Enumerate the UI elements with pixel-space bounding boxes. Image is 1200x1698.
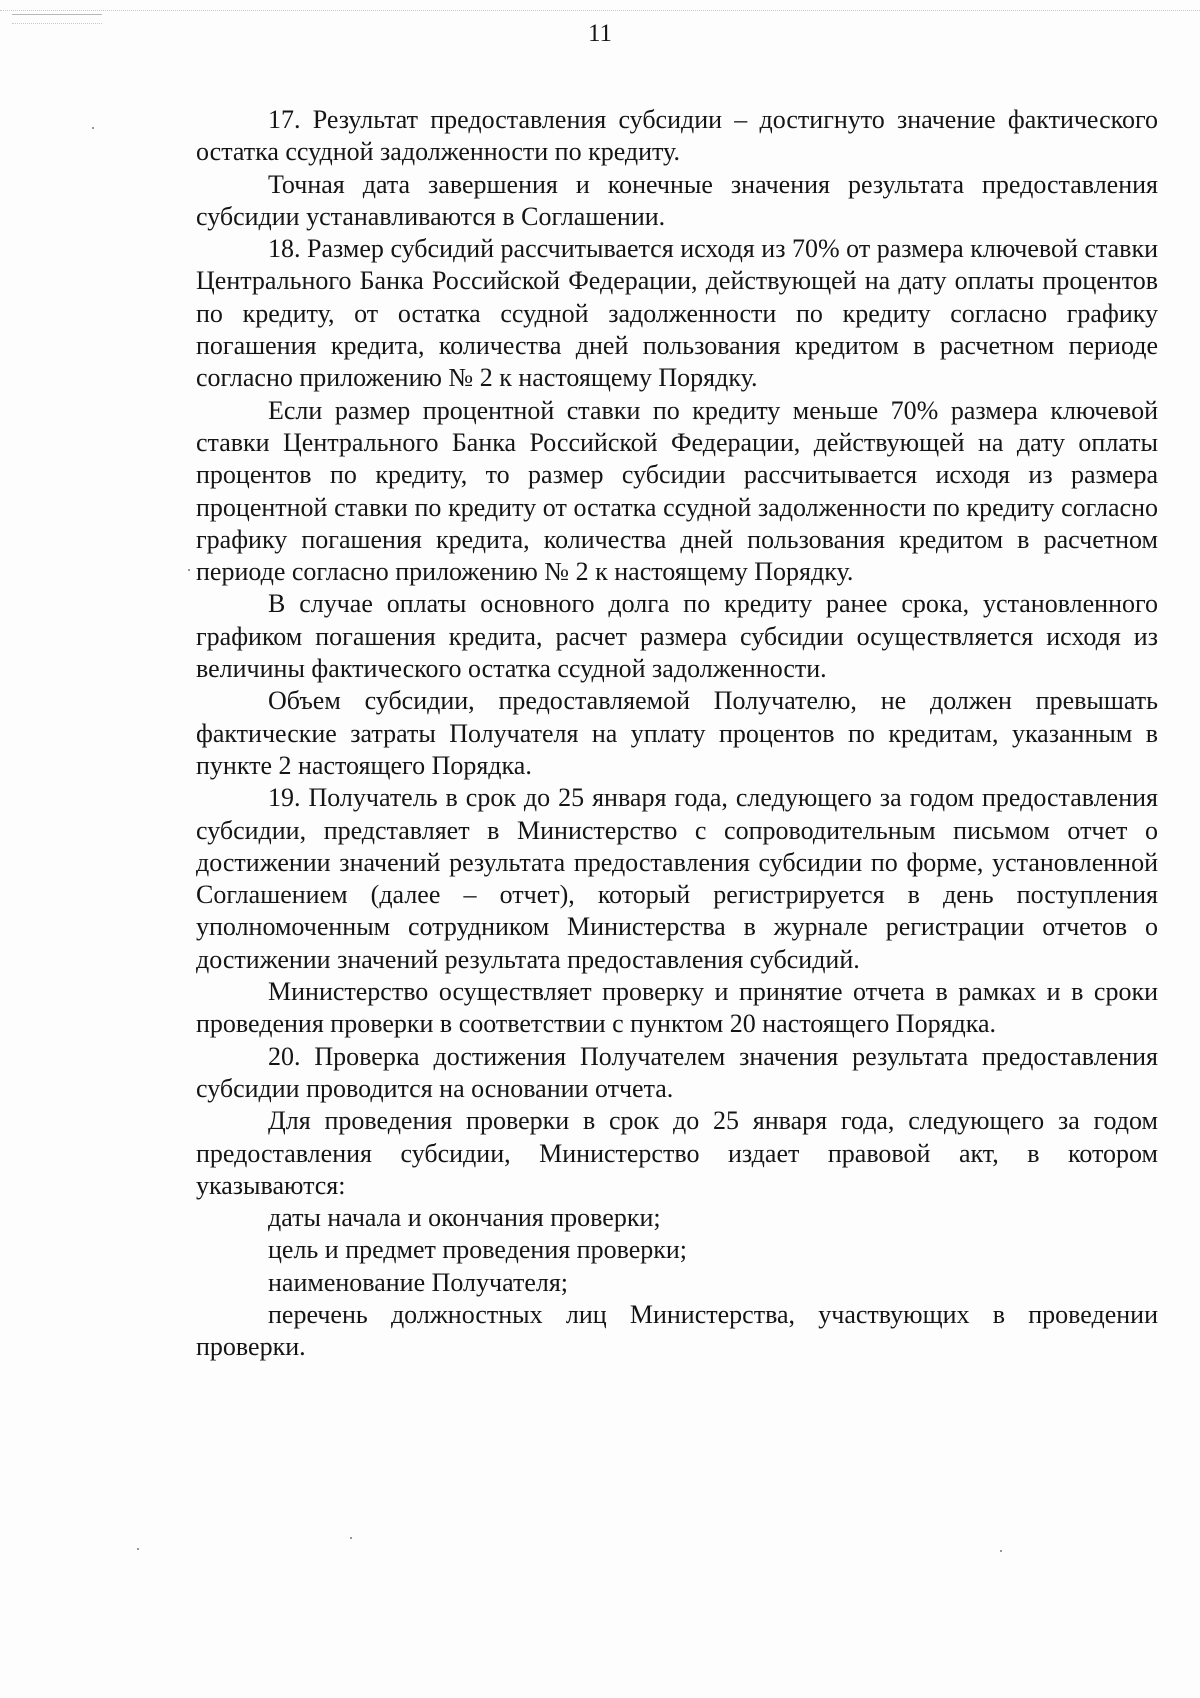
list-item-recipient-name: наименование Получателя; — [268, 1267, 569, 1297]
list-item-check-purpose: цель и предмет проведения проверки; — [268, 1235, 688, 1265]
list-item-check-dates: даты начала и окончания проверки; — [268, 1203, 661, 1233]
paragraph-19: 19. Получатель в срок до 25 января года, следующего за годом предоставления субсидии, представляет в Министерство с сопроводительным письмом отчет о достижении значений результата предоставления субсидии по форме, установленной Соглашением (далее – отчет), который регистрируется в день поступления уполномоченным сотрудником Министерства в журнале регистрации отчетов о достижении значений результата предоставления субсидий. — [196, 783, 1158, 974]
paragraph-18-early-repayment: В случае оплаты основного долга по кредиту ранее срока, установленного графиком погашения кредита, расчет размера субсидии осуществляется исходя из величины фактического остатка ссудной задолженности. — [196, 589, 1158, 684]
paragraph-18: 18. Размер субсидий рассчитывается исходя из 70% от размера ключевой ставки Центрального Банка Российской Федерации, действующей на дату оплаты процентов по кредиту, от остатка ссудной задолженности по кредиту согласно графику погашения кредита, количества дней пользования кредитом в расчетном периоде согласно приложению № 2 к настоящему Порядку. — [196, 234, 1158, 393]
paragraph-18-subsidy-limit: Объем субсидии, предоставляемой Получателю, не должен превышать фактические затраты Получателя на уплату процентов по кредитам, указанным в пункте 2 настоящего Порядка. — [196, 686, 1158, 780]
scan-speck — [188, 569, 190, 571]
paragraph-17: 17. Результат предоставления субсидии – достигнуто значение фактического остатка ссудной задолженности по кредиту. — [196, 105, 1158, 167]
page-number: 11 — [587, 20, 613, 47]
paragraph-19-verification: Министерство осуществляет проверку и принятие отчета в рамках и в сроки проведения проверки в соответствии с пунктом 20 настоящего Порядка. — [196, 977, 1158, 1039]
list-item-officials: перечень должностных лиц Министерства, участвующих в проведении проверки. — [196, 1299, 1158, 1362]
scan-speck — [1000, 1550, 1002, 1552]
paragraph-18-rate-below: Если размер процентной ставки по кредиту меньше 70% размера ключевой ставки Центрального Банка Российской Федерации, действующей на дату оплаты процентов по кредиту, то размер субсидии рассчитывается исходя из размера процентной ставки по кредиту от остатка ссудной задолженности по кредиту согласно графику погашения кредита, количества дней пользования кредитом в расчетном периоде согласно приложению № 2 к настоящему Порядку. — [196, 395, 1158, 587]
scan-speck — [92, 127, 94, 129]
scan-speck — [137, 1548, 139, 1550]
paragraph-17-completion-date: Точная дата завершения и конечные значения результата предоставления субсидии устанавливаются в Соглашении. — [196, 169, 1158, 231]
paragraph-20-legal-act: Для проведения проверки в срок до 25 января года, следующего за годом предоставления субсидии, Министерство издает правовой акт, в котором указываются: — [196, 1106, 1158, 1200]
document-body — [196, 104, 1158, 1364]
scan-speck — [350, 1537, 352, 1539]
paragraph-20: 20. Проверка достижения Получателем значения результата предоставления субсидии проводится на основании отчета. — [196, 1041, 1158, 1103]
